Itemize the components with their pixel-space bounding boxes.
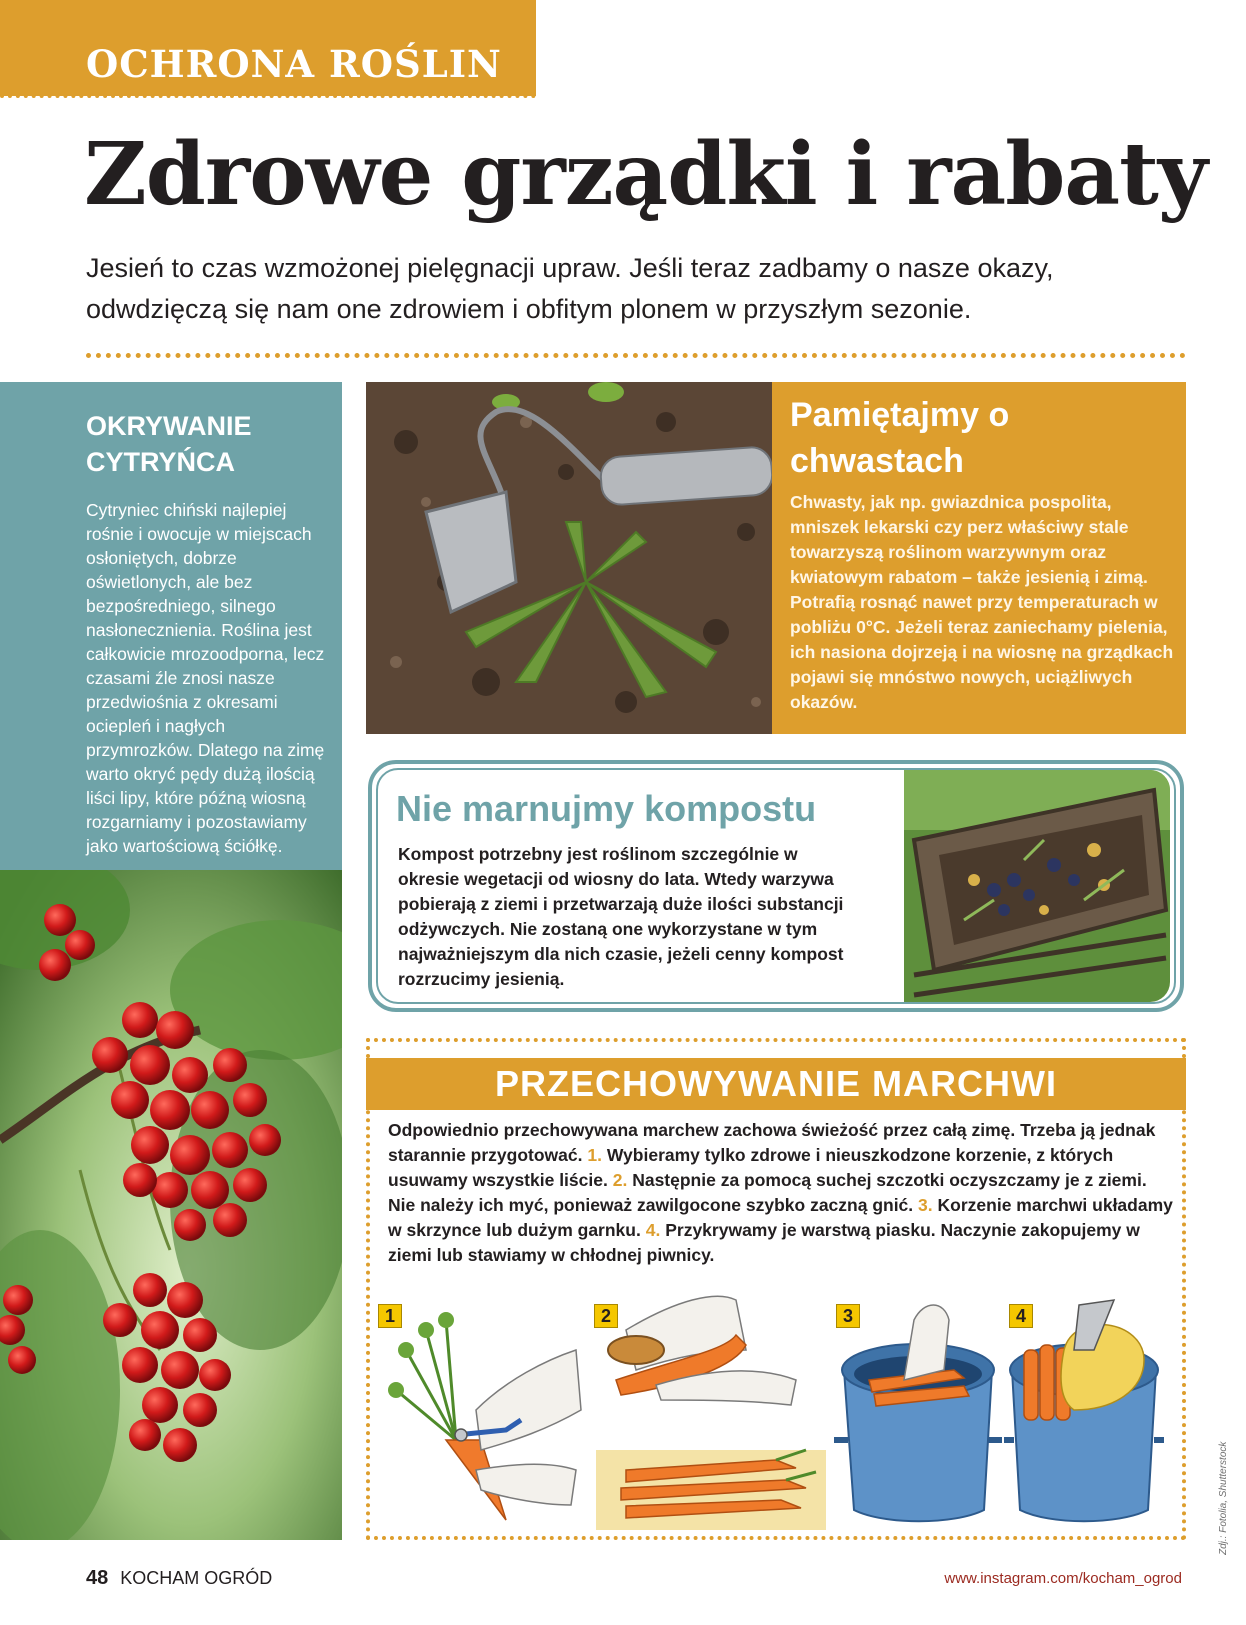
step-3-illustration: [834, 1290, 1002, 1530]
section-tab: [0, 0, 536, 96]
compost-text: Kompost potrzebny jest roślinom szczególnie w okresie wegetacji od wiosny do lata. Wtedy warzywa pobierają z ziemi i przetwarzają duże ilości substancji odżywczych. Nie zostaną one wykorzystane w tym najważniejszym dla nich czasie, jeżeli cenny kompost rozrzucimy jesienią.: [398, 844, 844, 989]
page-number: 48: [86, 1567, 109, 1589]
step-1-badge: 1: [378, 1304, 402, 1328]
photo-credit-text: Zdj.: Fotolia, Shutterstock: [1218, 1441, 1229, 1555]
step-1-illustration: [386, 1290, 586, 1530]
step-2-badge: 2: [594, 1304, 618, 1328]
step-2-illustration: [596, 1290, 826, 1530]
weeding-photo: [366, 382, 772, 734]
photo-credit: [1218, 1420, 1232, 1555]
step-2-number: 2.: [612, 1170, 628, 1190]
dotted-divider: [86, 352, 1186, 358]
magazine-name: KOCHAM OGRÓD: [120, 1568, 273, 1588]
step-1-text: Wybieramy tylko zdrowe i nieuszkodzone korzenie, z których usuwamy wszystkie liście.: [388, 1145, 1114, 1190]
compost-title: Nie marnujmy kompostu: [396, 788, 817, 829]
carrot-text: [388, 1118, 1178, 1268]
step-2-text: Następnie za pomocą suchej szczotki oczyszczamy je z ziemi. Nie należy ich myć, ponieważ zawilgocone szybko zaczną gnić.: [388, 1170, 1147, 1215]
footer-left: [86, 1567, 272, 1590]
step-3-number: 3.: [918, 1195, 933, 1215]
berry-photo: [0, 870, 342, 1540]
step-4-text: Przykrywamy je warstwą piasku. Naczynie zakopujemy w ziemi lub stawiamy w chłodnej piwnicy.: [388, 1220, 1140, 1265]
step-3-badge: 3: [836, 1304, 860, 1328]
cytryniec-title: OKRYWANIE CYTRYŃCA: [86, 411, 252, 477]
step-4-badge: 4: [1009, 1304, 1033, 1328]
step-4-illustration: [1004, 1290, 1164, 1530]
carrot-intro: Odpowiednio przechowywana marchew zachowa świeżość przez całą zimę. Trzeba ją jednak starannie przygotować.: [388, 1120, 1156, 1165]
cytryniec-text: Cytryniec chiński najlepiej rośnie i owocuje w miejscach osłoniętych, dobrze oświetlonych, ale bez bezpośredniego, silnego nasłonecznienia. Roślina jest całkowicie mrozoodporna, lecz czasami źle znosi nasze przedwiośnia z okresami ociepleń i nagłych przymrozków. Dlatego na zimę warto okryć pędy dużą ilością liści lipy, które późną wiosną rozgarniamy i pozostawiamy jako wartościową ściółkę.: [86, 500, 325, 856]
instagram-link[interactable]: www.instagram.com/kocham_ogrod: [944, 1570, 1182, 1587]
tab-dotted-rule: [0, 92, 536, 98]
page-title: Zdrowe grządki i rabaty: [84, 124, 1207, 225]
lead-paragraph: Jesień to czas wzmożonej pielęgnacji upraw. Jeśli teraz zadbamy o nasze okazy, odwdzięczą się nam one zdrowiem i obfitym plonem w przyszłym sezonie.: [86, 253, 1054, 324]
section-label: OCHRONA ROŚLIN: [86, 42, 502, 86]
weeds-text: Chwasty, jak np. gwiazdnica pospolita, mniszek lekarski czy perz właściwy stale towarzyszą roślinom warzywnym oraz kwiatowym rabatom – także jesienią i zimą. Potrafią rosnąć nawet przy temperaturach w pobliżu 0°C. Jeżeli teraz zaniechamy pielenia, ich nasiona dojrzeją i na wiosnę na grządkach pojawi się mnóstwo nowych, uciążliwych okazów.: [790, 492, 1174, 712]
step-4-number: 4.: [645, 1220, 661, 1240]
step-3-text: Korzenie marchwi układamy w skrzynce lub dużym garnku.: [388, 1195, 1173, 1240]
compost-photo: [904, 770, 1170, 1002]
carrot-title: PRZECHOWYWANIE MARCHWI: [495, 1063, 1057, 1104]
step-1-number: 1.: [587, 1145, 602, 1165]
weeds-title: Pamiętajmy o chwastach: [790, 396, 1010, 480]
